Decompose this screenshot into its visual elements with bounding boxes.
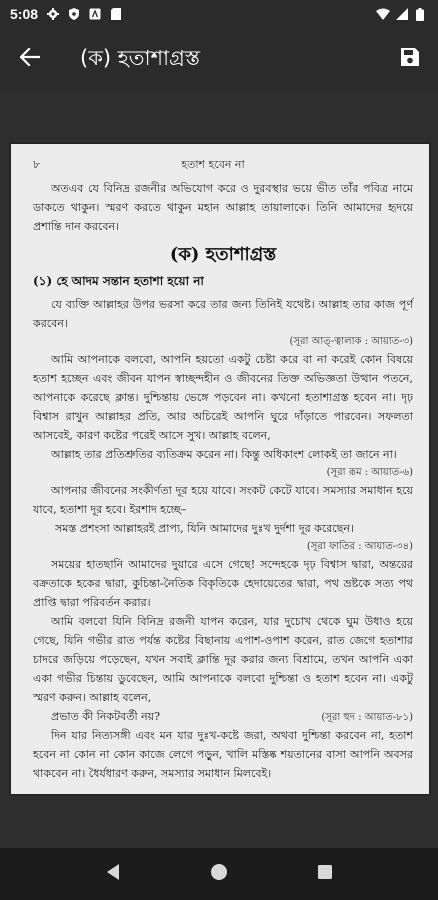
save-button[interactable]	[382, 28, 438, 90]
status-right	[376, 8, 428, 20]
gear-icon	[47, 8, 59, 20]
a-box-icon	[89, 8, 101, 20]
signal-icon	[396, 8, 408, 20]
page-title: (ক) হতাশাগ্রস্ত	[80, 45, 200, 70]
reference: (সূরা হুদ : আয়াত-৮১)	[321, 712, 413, 723]
nav-recents-button[interactable]	[305, 854, 345, 894]
reference: (সূরা আত্-ত্বালাক : আয়াত-৩)	[289, 336, 413, 347]
shield-icon	[68, 8, 80, 20]
paragraph: আমি বলবো যিনি বিনিদ্র রজনী যাপন করেন, যার দুচোখ থেকে ঘুম উধাও হয়ে গেছে, যিনি গভীর রাত পর্যন্ত কষ্টের বিছানায় এপাশ-ওপাশ করেন, রাত জেগে হতাশার চাদরে জড়িয়ে পড়েছেন, যখন সবাই ক্লান্তি দূর করার জন্য বিশ্রামে, তখন আপনি একা একা গভীর চিন্তায় ডুবেছেন, আমি আপনাকে বলবো দুশ্চিন্তা ও হতাশ হবেন না। একটু স্মরণ করুন। আল্লাহ বলেন,	[33, 615, 413, 704]
section-heading: (১) হে আদম সন্তান হতাশা হয়ো না	[33, 274, 204, 288]
paragraph: দিন যার নিত্যসঙ্গী এবং মন যার দুঃখ-কষ্টে জরা, অথবা দুশ্চিন্তা করবেন না, হতাশ হবেন না কোন না কোন কাজে লেগে পড়ুন, খালি মস্তিষ্ক শয়তানের বাসা আপনি অবসর থাকবেন না। ধৈর্যধারণ করুন, সমস্যার সমাধান মিলবেই।	[33, 729, 413, 780]
floppy-save-icon	[400, 47, 420, 71]
scanned-page[interactable]	[11, 144, 429, 794]
page-header	[33, 156, 413, 175]
paragraph: যে ব্যক্তি আল্লাহর উপর ভরসা করে তার জন্য তিনিই যথেষ্ট। আল্লাহ তার কাজ পূর্ণ করবেন।	[33, 298, 413, 330]
chapter-heading: (ক) হতাশাগ্রস্ত	[169, 244, 277, 265]
page-number: ৮	[33, 158, 41, 171]
paragraph: আল্লাহ তার প্রতিশ্রুতির ব্যতিক্রম করেন না। কিন্তু অধিকাংশ লোকই তা জানে না।	[51, 448, 397, 461]
system-nav-bar	[0, 848, 438, 900]
content-area[interactable]	[0, 90, 438, 848]
status-bar	[0, 0, 438, 28]
paragraph: আপনার জীবনের সংকীর্ণতা দূর হয়ে যাবে। সংকট কেটে যাবে। সমস্যার সমাধান হয়ে যাবে, হতাশা দূর হবে। ইরশাদ হচ্ছে–	[33, 484, 413, 516]
nav-home-button[interactable]	[199, 854, 239, 894]
paragraph: প্রভাত কী নিকটবর্তী নয়?	[51, 710, 161, 723]
quote: সমস্ত প্রশংসা আল্লাহরই প্রাপ্য, যিনি আমাদের দুঃখ দুর্দশা দূর করেছেন।	[55, 522, 354, 535]
paragraph: সময়ের হাতছানি আমাদের দুয়ারে এসে গেছে! সন্দেহকে দৃঢ় বিশ্বাস দ্বারা, অন্তরের বক্রতাকে হকের দ্বারা, কুচিন্তা-নৈতিক বিকৃতিকে হেদায়েতের দ্বারা, পথ ভ্রষ্টকে সত্য পথ প্রাপ্তি দ্বারা পরিবর্তন করার।	[33, 558, 413, 609]
paragraph: আমি আপনাকে বলবো, আপনি হয়তো একটু চেষ্টা করে বা না করেই কোন বিষয়ে হতাশ হচ্ছেন এবং জীবন যাপন স্বাচ্ছন্দহীন ও জীবনের তিক্ত অভিজ্ঞতা উত্থান পতনে, আপনাকে করেছে ক্লান্ত। দুশ্চিন্তায় ভেঙ্গে পড়বেন না। কখনো হতাশাগ্রস্ত হবেন না। দৃঢ় বিশ্বাস রাখুন আল্লাহর প্রতি, আর অচিরেই আপনি ঘুরে দাঁড়াতে পারবেন। সফলতা আসবেই, কারণ কষ্টের পরেই আসে সুখ। আল্লাহ বলেন,	[33, 353, 413, 442]
nav-back-button[interactable]	[93, 854, 133, 894]
page-running-title: হতাশ হবেন না	[181, 158, 245, 171]
reference: (সূরা ফাতির : আয়াত-৩৪)	[306, 541, 413, 552]
battery-icon	[416, 8, 428, 20]
arrow-left-icon	[20, 48, 40, 70]
back-button[interactable]	[0, 28, 60, 90]
status-time: 5:08	[10, 6, 39, 22]
app-bar	[0, 28, 438, 90]
nav-back-triangle-icon	[105, 863, 121, 885]
paragraph-with-reference	[33, 707, 413, 726]
nav-recents-square-icon	[317, 864, 333, 884]
reference: (সূরা রূম : আয়াত-৬)	[326, 467, 413, 478]
intro-paragraph: অতএব যে বিনিদ্র রজনীর অভিযোগ করে ও দুরবস্থার ভয়ে ভীত তাঁর পবিত্র নামে ডাকতে থাকুন। স্মরণ করতে থাকুন মহান আল্লাহ তায়ালাকে। তিনি আমাদের হৃদয়ে প্রশান্তি দান করবেন।	[33, 182, 413, 233]
status-left	[10, 6, 122, 22]
nav-home-circle-icon	[210, 863, 228, 885]
sd-card-icon	[110, 8, 122, 20]
wifi-icon	[376, 8, 388, 20]
